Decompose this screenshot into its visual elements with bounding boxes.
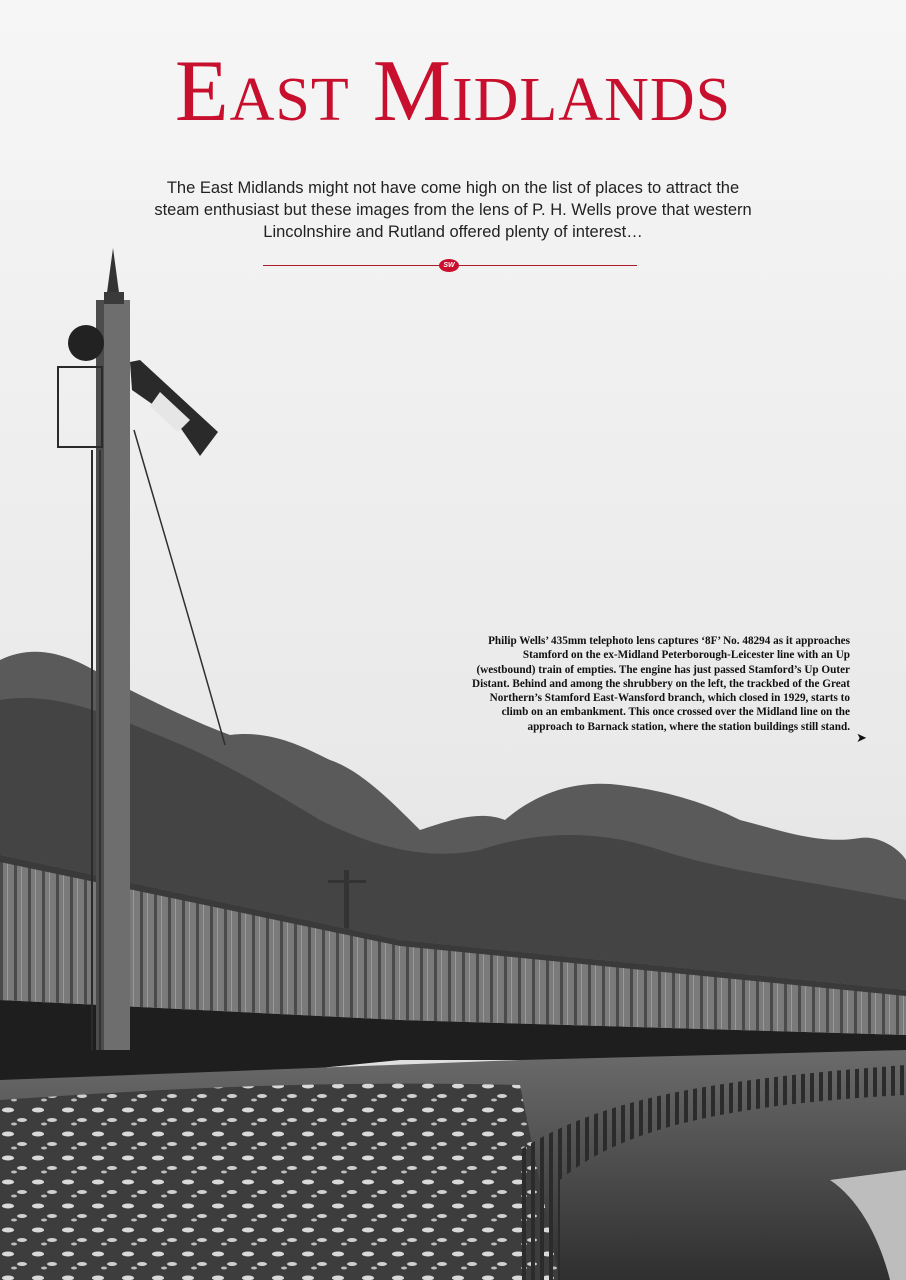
- page-title: East Midlands: [174, 43, 732, 140]
- photo-caption: Philip Wells’ 435mm telephoto lens captures ‘8F’ No. 48294 as it approaches Stamford on the ex-Midland Peterborough-Leicester line with an Up (westbound) train of empties. The engine has just passed Stamford’s Up Outer Distant. Behind and among the shrubbery on the left, the trackbed of the Great Northern’s Stamford East-Wansford branch, which closed in 1929, starts to climb on an embankment. This once crossed over the Midland line on the approach to Barnack station, where the station buildings still stand.: [472, 635, 850, 733]
- wildflowers: [0, 1084, 560, 1280]
- sw-logo-badge: SW: [439, 259, 459, 272]
- standfirst-intro: The East Midlands might not have come high on the list of places to attract the steam enthusiast but these images from the lens of P. H. Wells prove that western Lincolnshire and Rutland offered plenty of interest…: [154, 179, 752, 241]
- continue-arrow-icon: ➤: [856, 731, 867, 746]
